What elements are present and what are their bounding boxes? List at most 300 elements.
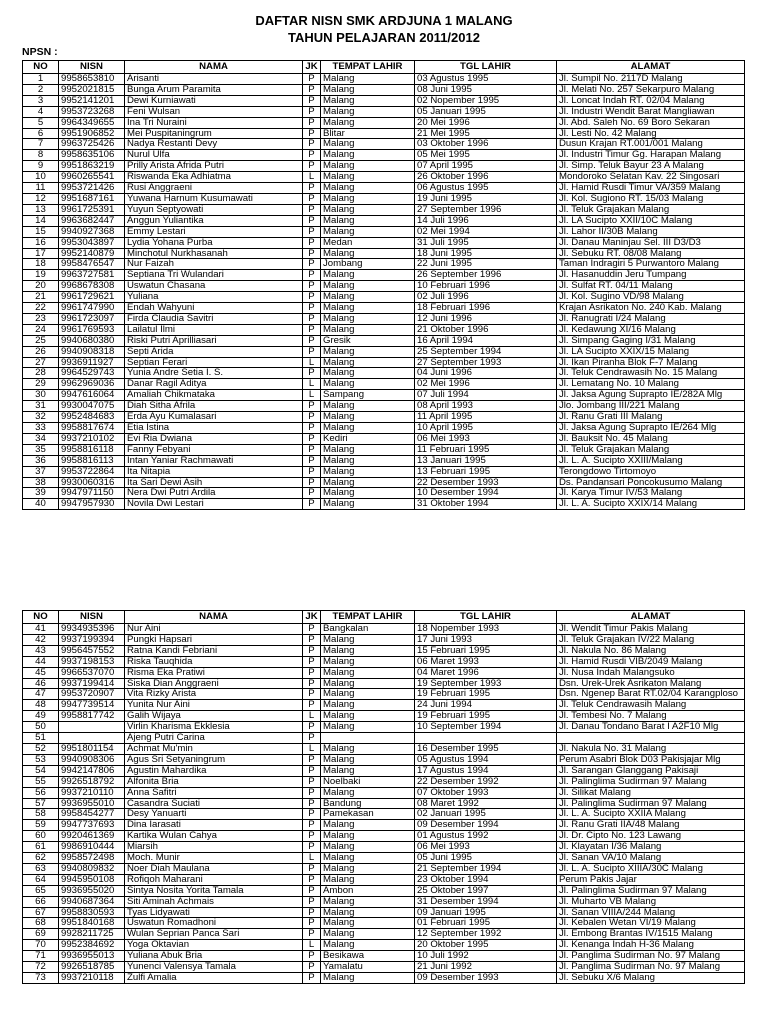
cell-jk: P — [303, 809, 321, 820]
table-row — [23, 700, 745, 711]
cell-tgl-lahir: 26 Oktober 1996 — [415, 172, 557, 183]
table-row — [23, 444, 745, 455]
cell-tgl-lahir: 26 September 1996 — [415, 270, 557, 281]
cell-tempat-lahir: Bangkalan — [321, 624, 415, 635]
cell-jk: P — [303, 270, 321, 281]
cell-nama: Feni Wulsan — [125, 106, 303, 117]
cell-nisn: 9961725391 — [59, 204, 125, 215]
cell-nisn: 9953721426 — [59, 183, 125, 194]
cell-tgl-lahir: 06 Mei 1993 — [415, 842, 557, 853]
cell-nama: Prilly Arista Afrida Putri — [125, 161, 303, 172]
cell-tempat-lahir: Malang — [321, 853, 415, 864]
cell-no: 36 — [23, 455, 59, 466]
cell-tempat-lahir: Malang — [321, 678, 415, 689]
cell-tgl-lahir: 05 Juni 1995 — [415, 853, 557, 864]
cell-tempat-lahir: Malang — [321, 368, 415, 379]
cell-nama: Etia Istina — [125, 423, 303, 434]
cell-nama: Achmat Mu'min — [125, 743, 303, 754]
cell-tgl-lahir: 19 Februari 1995 — [415, 689, 557, 700]
cell-tgl-lahir: 14 Juli 1996 — [415, 215, 557, 226]
cell-tgl-lahir: 09 Desember 1994 — [415, 820, 557, 831]
cell-alamat: Jl. Teluk Grajakan IV/22 Malang — [557, 634, 745, 645]
cell-nama: Arisanti — [125, 74, 303, 85]
col-tgl-lahir-header: TGL LAHIR — [415, 611, 557, 624]
cell-tgl-lahir: 27 September 1996 — [415, 204, 557, 215]
cell-jk: L — [303, 390, 321, 401]
col-no-header: NO — [23, 61, 59, 74]
cell-no: 16 — [23, 237, 59, 248]
cell-no: 68 — [23, 918, 59, 929]
cell-tempat-lahir: Yamalatu — [321, 962, 415, 973]
cell-alamat: Jl. Sanan VA/10 Malang — [557, 853, 745, 864]
cell-alamat: Jl. Nakula No. 86 Malang — [557, 645, 745, 656]
cell-nama: Vita Rizky Arista — [125, 689, 303, 700]
table-row — [23, 379, 745, 390]
cell-nama: Alfonita Bria — [125, 776, 303, 787]
cell-nama: Ina Tri Nuraini — [125, 117, 303, 128]
student-table-1 — [22, 60, 745, 510]
cell-tempat-lahir: Malang — [321, 172, 415, 183]
cell-nama: Anggun Yuliantika — [125, 215, 303, 226]
document-subtitle: TAHUN PELAJARAN 2011/2012 — [288, 30, 480, 45]
cell-tgl-lahir: 19 September 1993 — [415, 678, 557, 689]
cell-tempat-lahir: Malang — [321, 412, 415, 423]
cell-nama: Erda Ayu Kumalasari — [125, 412, 303, 423]
cell-nama: Moch. Munir — [125, 853, 303, 864]
cell-alamat: Ds. Pandansari Poncokusumo Malang — [557, 477, 745, 488]
cell-nama: Emmy Lestari — [125, 226, 303, 237]
cell-tgl-lahir: 15 Februari 1995 — [415, 645, 557, 656]
cell-alamat: Jl. LA Sucipto XXIX/15 Malang — [557, 346, 745, 357]
cell-alamat: Jl. Nakula No. 31 Malang — [557, 743, 745, 754]
cell-nama: Yoga Oktavian — [125, 940, 303, 951]
cell-nisn: 9951906852 — [59, 128, 125, 139]
cell-alamat: Jl. Teluk Cendrawasih Malang — [557, 700, 745, 711]
cell-alamat: Jl. L. A. Sucipto XXIIA Malang — [557, 809, 745, 820]
cell-alamat — [557, 733, 745, 744]
cell-nisn: 9940809832 — [59, 863, 125, 874]
cell-nisn: 9961769593 — [59, 324, 125, 335]
cell-jk: P — [303, 499, 321, 510]
cell-nama: Yuliana Abuk Bria — [125, 951, 303, 962]
cell-tempat-lahir: Malang — [321, 444, 415, 455]
cell-nama: Lydia Yohana Purba — [125, 237, 303, 248]
cell-nama: Pungki Hapsari — [125, 634, 303, 645]
cell-tgl-lahir: 23 Oktober 1994 — [415, 874, 557, 885]
cell-no: 34 — [23, 433, 59, 444]
cell-nisn: 9951840168 — [59, 918, 125, 929]
cell-no: 4 — [23, 106, 59, 117]
cell-tgl-lahir: 02 Mei 1994 — [415, 226, 557, 237]
cell-no: 46 — [23, 678, 59, 689]
cell-jk: P — [303, 128, 321, 139]
cell-alamat: Jl. Hamid Rusdi VIB/2049 Malang — [557, 656, 745, 667]
cell-nama: Riski Putri Aprilliasari — [125, 335, 303, 346]
cell-jk: P — [303, 896, 321, 907]
cell-nisn: 9952384692 — [59, 940, 125, 951]
cell-tempat-lahir: Besikawa — [321, 951, 415, 962]
cell-nisn: 9953723268 — [59, 106, 125, 117]
cell-tgl-lahir: 02 Mei 1996 — [415, 379, 557, 390]
cell-nisn: 9940908306 — [59, 754, 125, 765]
table-row — [23, 842, 745, 853]
cell-tempat-lahir: Malang — [321, 842, 415, 853]
table-row — [23, 172, 745, 183]
cell-jk: L — [303, 940, 321, 951]
cell-jk: P — [303, 477, 321, 488]
cell-no: 25 — [23, 335, 59, 346]
table-row — [23, 150, 745, 161]
cell-alamat: Jl. Lahor II/30B Malang — [557, 226, 745, 237]
table-row — [23, 412, 745, 423]
cell-nama: Ita Nitapia — [125, 466, 303, 477]
table-row — [23, 357, 745, 368]
table-row — [23, 183, 745, 194]
cell-nisn: 9936911927 — [59, 357, 125, 368]
table-row — [23, 161, 745, 172]
cell-tempat-lahir: Malang — [321, 973, 415, 984]
cell-tgl-lahir: 09 Desember 1993 — [415, 973, 557, 984]
cell-no: 27 — [23, 357, 59, 368]
col-nisn-header: NISN — [59, 611, 125, 624]
table-row — [23, 117, 745, 128]
cell-jk: P — [303, 689, 321, 700]
cell-alamat: Jl. L. A. Sucipto XXIII/Malang — [557, 455, 745, 466]
cell-jk: P — [303, 656, 321, 667]
cell-no: 11 — [23, 183, 59, 194]
cell-alamat: Jl. Simp. Teluk Bayur 23 A Malang — [557, 161, 745, 172]
cell-tgl-lahir: 21 Juni 1992 — [415, 962, 557, 973]
cell-jk: P — [303, 139, 321, 150]
col-no-header: NO — [23, 611, 59, 624]
cell-alamat: Jl. Sumpil No. 2117D Malang — [557, 74, 745, 85]
cell-tgl-lahir: 07 Juli 1994 — [415, 390, 557, 401]
cell-no: 9 — [23, 161, 59, 172]
table-row — [23, 973, 745, 984]
cell-tempat-lahir: Malang — [321, 226, 415, 237]
table-row — [23, 733, 745, 744]
cell-tempat-lahir: Malang — [321, 379, 415, 390]
cell-nisn: 9963727581 — [59, 270, 125, 281]
cell-nisn: 9934935396 — [59, 624, 125, 635]
cell-jk: L — [303, 172, 321, 183]
cell-jk: P — [303, 798, 321, 809]
cell-nama: Siska Dian Anggraeni — [125, 678, 303, 689]
cell-tempat-lahir: Malang — [321, 711, 415, 722]
table-row — [23, 798, 745, 809]
cell-nisn: 9953720907 — [59, 689, 125, 700]
col-jk-header: JK — [303, 61, 321, 74]
cell-nisn: 9937210102 — [59, 433, 125, 444]
cell-jk: L — [303, 853, 321, 864]
cell-tempat-lahir: Malang — [321, 346, 415, 357]
cell-tgl-lahir: 07 April 1995 — [415, 161, 557, 172]
table-row — [23, 477, 745, 488]
cell-tempat-lahir: Malang — [321, 117, 415, 128]
cell-no: 43 — [23, 645, 59, 656]
cell-tgl-lahir: 17 Agustus 1994 — [415, 765, 557, 776]
cell-jk: P — [303, 74, 321, 85]
cell-alamat: Jl. Industri Timur Gg. Harapan Malang — [557, 150, 745, 161]
cell-nisn — [59, 733, 125, 744]
cell-tempat-lahir: Malang — [321, 292, 415, 303]
cell-alamat: Jl. LA Sucipto XXII/10C Malang — [557, 215, 745, 226]
cell-nisn: 9968678308 — [59, 281, 125, 292]
cell-jk: P — [303, 150, 321, 161]
cell-no: 24 — [23, 324, 59, 335]
cell-nisn: 9958830593 — [59, 907, 125, 918]
cell-tempat-lahir: Malang — [321, 499, 415, 510]
cell-nama: Septi Arida — [125, 346, 303, 357]
cell-nisn: 9928211725 — [59, 929, 125, 940]
cell-no: 72 — [23, 962, 59, 973]
cell-alamat: Jl. Silikat Malang — [557, 787, 745, 798]
cell-tempat-lahir: Malang — [321, 667, 415, 678]
table-row — [23, 390, 745, 401]
cell-jk: P — [303, 787, 321, 798]
cell-nama: Fanny Febyani — [125, 444, 303, 455]
cell-alamat: Jl. Kebalen Wetan VI/19 Malang — [557, 918, 745, 929]
cell-jk: P — [303, 624, 321, 635]
cell-no: 53 — [23, 754, 59, 765]
cell-tgl-lahir: 02 Januari 1995 — [415, 809, 557, 820]
cell-tgl-lahir: 21 Mei 1995 — [415, 128, 557, 139]
table-row — [23, 128, 745, 139]
cell-nama: Nur Faizah — [125, 259, 303, 270]
cell-tempat-lahir: Kediri — [321, 433, 415, 444]
cell-nisn: 9956457552 — [59, 645, 125, 656]
cell-nisn: 9936955020 — [59, 885, 125, 896]
table-row — [23, 401, 745, 412]
cell-no: 73 — [23, 973, 59, 984]
cell-nama: Amaliah Chikmataka — [125, 390, 303, 401]
cell-alamat: Jl. Klayatan I/36 Malang — [557, 842, 745, 853]
cell-no: 1 — [23, 74, 59, 85]
cell-nisn: 9961729621 — [59, 292, 125, 303]
cell-nama: Riska Tauqhida — [125, 656, 303, 667]
cell-alamat: Jl. Industri Wendit Barat Mangliawan — [557, 106, 745, 117]
cell-nisn: 9945950108 — [59, 874, 125, 885]
cell-tgl-lahir: 06 Agustus 1995 — [415, 183, 557, 194]
cell-alamat: Jl. Sanan VIIIA/244 Malang — [557, 907, 745, 918]
cell-nama: Noer Diah Maulana — [125, 863, 303, 874]
cell-jk: P — [303, 733, 321, 744]
cell-no: 62 — [23, 853, 59, 864]
cell-alamat: Krajan Asrikaton No. 240 Kab. Malang — [557, 303, 745, 314]
cell-tgl-lahir: 19 Juni 1995 — [415, 193, 557, 204]
cell-jk: P — [303, 193, 321, 204]
cell-tgl-lahir: 31 Oktober 1994 — [415, 499, 557, 510]
cell-alamat: Perum Pakis Jajar — [557, 874, 745, 885]
cell-nisn: 9963725426 — [59, 139, 125, 150]
cell-nisn: 9964529743 — [59, 368, 125, 379]
cell-no: 57 — [23, 798, 59, 809]
table-row — [23, 743, 745, 754]
cell-nama: Wulan Seprian Panca Sari — [125, 929, 303, 940]
cell-no: 6 — [23, 128, 59, 139]
cell-nisn: 9952141201 — [59, 95, 125, 106]
cell-nama: Agus Sri Setyaningrum — [125, 754, 303, 765]
cell-tgl-lahir: 16 Desember 1995 — [415, 743, 557, 754]
table-row — [23, 226, 745, 237]
cell-jk: P — [303, 918, 321, 929]
cell-nisn — [59, 722, 125, 733]
cell-alamat: Jl. Danau Maninjau Sel. III D3/D3 — [557, 237, 745, 248]
cell-tgl-lahir: 25 September 1994 — [415, 346, 557, 357]
cell-jk: P — [303, 667, 321, 678]
cell-nisn: 9958816118 — [59, 444, 125, 455]
cell-alamat: Dsn. Ngenep Barat RT.02/04 Karangploso — [557, 689, 745, 700]
table-row — [23, 689, 745, 700]
cell-jk: P — [303, 324, 321, 335]
cell-tgl-lahir: 10 Februari 1996 — [415, 281, 557, 292]
cell-jk: P — [303, 423, 321, 434]
cell-tgl-lahir: 17 Juni 1993 — [415, 634, 557, 645]
table-row — [23, 624, 745, 635]
cell-jk: P — [303, 455, 321, 466]
col-alamat-header: ALAMAT — [557, 611, 745, 624]
cell-no: 65 — [23, 885, 59, 896]
cell-jk: P — [303, 645, 321, 656]
cell-alamat: Taman Indragiri 5 Purwantoro Malang — [557, 259, 745, 270]
cell-alamat: Jl. Hamid Rusdi Timur VA/359 Malang — [557, 183, 745, 194]
cell-no: 32 — [23, 412, 59, 423]
cell-nama: Yuwana Harnum Kusumawati — [125, 193, 303, 204]
cell-tempat-lahir: Noelbaki — [321, 776, 415, 787]
cell-nama: Septian Ferari — [125, 357, 303, 368]
cell-no: 17 — [23, 248, 59, 259]
cell-no: 15 — [23, 226, 59, 237]
cell-tgl-lahir: 11 Februari 1995 — [415, 444, 557, 455]
cell-nisn: 9951801154 — [59, 743, 125, 754]
cell-nisn: 9958476547 — [59, 259, 125, 270]
cell-tempat-lahir: Malang — [321, 455, 415, 466]
cell-tempat-lahir: Malang — [321, 929, 415, 940]
cell-nama: Danar Ragil Aditya — [125, 379, 303, 390]
cell-jk: P — [303, 754, 321, 765]
cell-alamat: Jl. Ranu Grati IIA/48 Malang — [557, 820, 745, 831]
cell-tempat-lahir: Malang — [321, 754, 415, 765]
cell-no: 61 — [23, 842, 59, 853]
cell-tempat-lahir: Malang — [321, 204, 415, 215]
cell-tempat-lahir — [321, 733, 415, 744]
table-row — [23, 863, 745, 874]
cell-no: 66 — [23, 896, 59, 907]
cell-tempat-lahir: Malang — [321, 765, 415, 776]
cell-nisn: 9958572498 — [59, 853, 125, 864]
cell-no: 39 — [23, 488, 59, 499]
cell-jk: P — [303, 204, 321, 215]
cell-jk: L — [303, 357, 321, 368]
cell-tgl-lahir: 16 April 1994 — [415, 335, 557, 346]
cell-jk: P — [303, 183, 321, 194]
cell-tgl-lahir: 31 Desember 1994 — [415, 896, 557, 907]
table-row — [23, 84, 745, 95]
cell-nama: Yunita Nur Aini — [125, 700, 303, 711]
cell-nisn: 9952140879 — [59, 248, 125, 259]
cell-tgl-lahir: 20 Oktober 1995 — [415, 940, 557, 951]
cell-alamat: Jl. Tembesi No. 7 Malang — [557, 711, 745, 722]
cell-alamat: Jl. Kenanga Indah H-36 Malang — [557, 940, 745, 951]
table-row — [23, 754, 745, 765]
cell-jk: P — [303, 303, 321, 314]
cell-nama: Siti Aminah Achmais — [125, 896, 303, 907]
cell-no: 41 — [23, 624, 59, 635]
cell-no: 20 — [23, 281, 59, 292]
cell-jk: L — [303, 711, 321, 722]
table-row — [23, 313, 745, 324]
cell-tempat-lahir: Malang — [321, 940, 415, 951]
col-nisn-header: NISN — [59, 61, 125, 74]
cell-nama: Novila Dwi Lestari — [125, 499, 303, 510]
cell-alamat: Jl. Muharto VB Malang — [557, 896, 745, 907]
cell-tgl-lahir: 20 Mei 1996 — [415, 117, 557, 128]
cell-tempat-lahir: Gresik — [321, 335, 415, 346]
cell-nama: Firda Claudia Savitri — [125, 313, 303, 324]
cell-alamat: Jl. Palinglima Sudirman 97 Malang — [557, 776, 745, 787]
cell-tempat-lahir: Malang — [321, 74, 415, 85]
table-row — [23, 940, 745, 951]
cell-nisn: 9936955010 — [59, 798, 125, 809]
table-row — [23, 248, 745, 259]
table-row — [23, 809, 745, 820]
cell-no: 71 — [23, 951, 59, 962]
cell-no: 70 — [23, 940, 59, 951]
cell-nisn: 9958817742 — [59, 711, 125, 722]
cell-tgl-lahir: 06 Maret 1993 — [415, 656, 557, 667]
cell-alamat: Jl. Loncat Indah RT. 02/04 Malang — [557, 95, 745, 106]
cell-jk: P — [303, 776, 321, 787]
table-row — [23, 106, 745, 117]
cell-nama: Yunenci Valensya Tamala — [125, 962, 303, 973]
cell-no: 23 — [23, 313, 59, 324]
cell-alamat: Jl. Melati No. 257 Sekarpuro Malang — [557, 84, 745, 95]
cell-tgl-lahir: 21 September 1994 — [415, 863, 557, 874]
cell-alamat: Jl. Sarangan Glanggang Pakisaji — [557, 765, 745, 776]
cell-alamat: Jl. Teluk Cendrawasih No. 15 Malang — [557, 368, 745, 379]
cell-nama: Ita Sari Dewi Asih — [125, 477, 303, 488]
cell-nama: Yunia Andre Setia I. S. — [125, 368, 303, 379]
cell-no: 2 — [23, 84, 59, 95]
cell-jk: P — [303, 215, 321, 226]
table-row — [23, 455, 745, 466]
cell-alamat: Jl. Ikan Piranha Blok F-7 Malang — [557, 357, 745, 368]
table-row — [23, 678, 745, 689]
table-row — [23, 237, 745, 248]
cell-jk: P — [303, 259, 321, 270]
cell-tempat-lahir: Malang — [321, 896, 415, 907]
cell-nisn: 9960265541 — [59, 172, 125, 183]
cell-tgl-lahir: 02 Juli 1996 — [415, 292, 557, 303]
cell-tempat-lahir: Malang — [321, 645, 415, 656]
cell-no: 21 — [23, 292, 59, 303]
cell-tempat-lahir: Malang — [321, 161, 415, 172]
cell-alamat: Jl. Danau Tondano Barat I A2F10 Mlg — [557, 722, 745, 733]
cell-jk: P — [303, 117, 321, 128]
cell-tgl-lahir: 03 Oktober 1996 — [415, 139, 557, 150]
cell-alamat: Jl. Jaksa Agung Suprapto IE/282A Mlg — [557, 390, 745, 401]
cell-no: 3 — [23, 95, 59, 106]
cell-tgl-lahir: 10 September 1994 — [415, 722, 557, 733]
cell-tgl-lahir: 13 Februari 1995 — [415, 466, 557, 477]
cell-tempat-lahir: Medan — [321, 237, 415, 248]
cell-tempat-lahir: Malang — [321, 874, 415, 885]
cell-alamat: Jl. Kol. Sugiono RT. 15/03 Malang — [557, 193, 745, 204]
cell-no: 51 — [23, 733, 59, 744]
cell-alamat: Jl. L. A. Sucipto XIIIA/30C Malang — [557, 863, 745, 874]
cell-tgl-lahir: 08 Juni 1995 — [415, 84, 557, 95]
cell-nama: Yuyun Septyowati — [125, 204, 303, 215]
